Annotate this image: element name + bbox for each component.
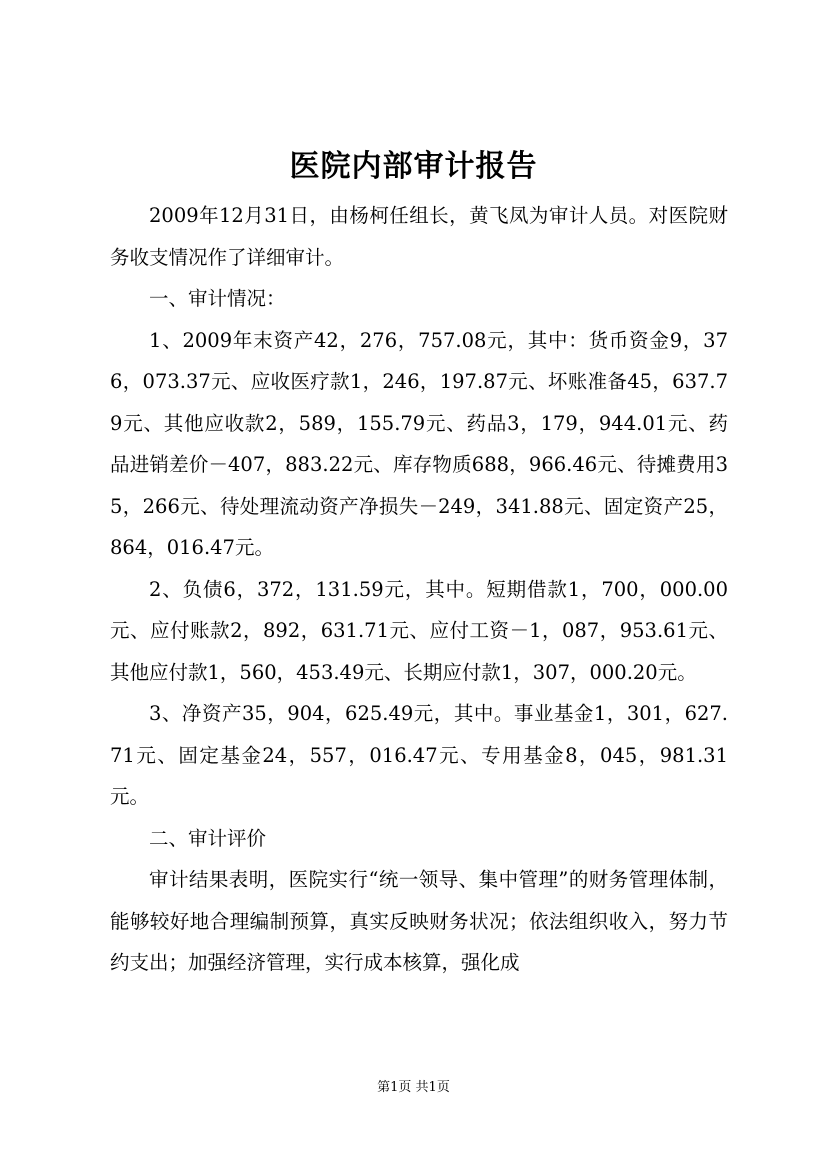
section-heading-audit-evaluation: 二、审计评价 [149,826,267,850]
paragraph-intro: 2009年12月31日，由杨柯任组长，黄飞凤为审计人员。对医院财务收支情况作了详细审计。 [110,204,728,269]
page-footer: 第1页 共1页 [377,1080,450,1095]
document-title: 医院内部审计报告 [289,149,538,184]
paragraph-assets: 1、2009年末资产42，276，757.08元，其中：货币资金9，376，073.37元、应收医疗款1，246，197.87元、坏账准备45，637.79元、其他应收款2，589，155.79元、药品3，179，944.01元、药品进销差价－407，883.22元、库存物质688，966.46元、待摊费用35，266元、待处理流动资产净损失－249，341.88元、固定资产25，864，016.47元。 [110,328,728,559]
paragraph-evaluation: 审计结果表明，医院实行“统一领导、集中管理”的财务管理体制，能够较好地合理编制预算，真实反映财务状况；依法组织收入，努力节约支出；加强经济管理，实行成本核算，强化成 [110,868,728,974]
paragraph-net-assets: 3、净资产35，904，625.49元，其中。事业基金1，301，627.71元、固定基金24，557，016.47元、专用基金8，045，981.31元。 [110,702,728,808]
document-body [110,195,728,984]
paragraph-liabilities: 2、负债6，372，131.59元，其中。短期借款1，700，000.00元、应付账款2，892，631.71元、应付工资－1，087，953.61元、其他应付款1，560，453.49元、长期应付款1，307，000.20元。 [110,577,728,684]
section-heading-audit-status: 一、审计情况： [149,287,286,310]
